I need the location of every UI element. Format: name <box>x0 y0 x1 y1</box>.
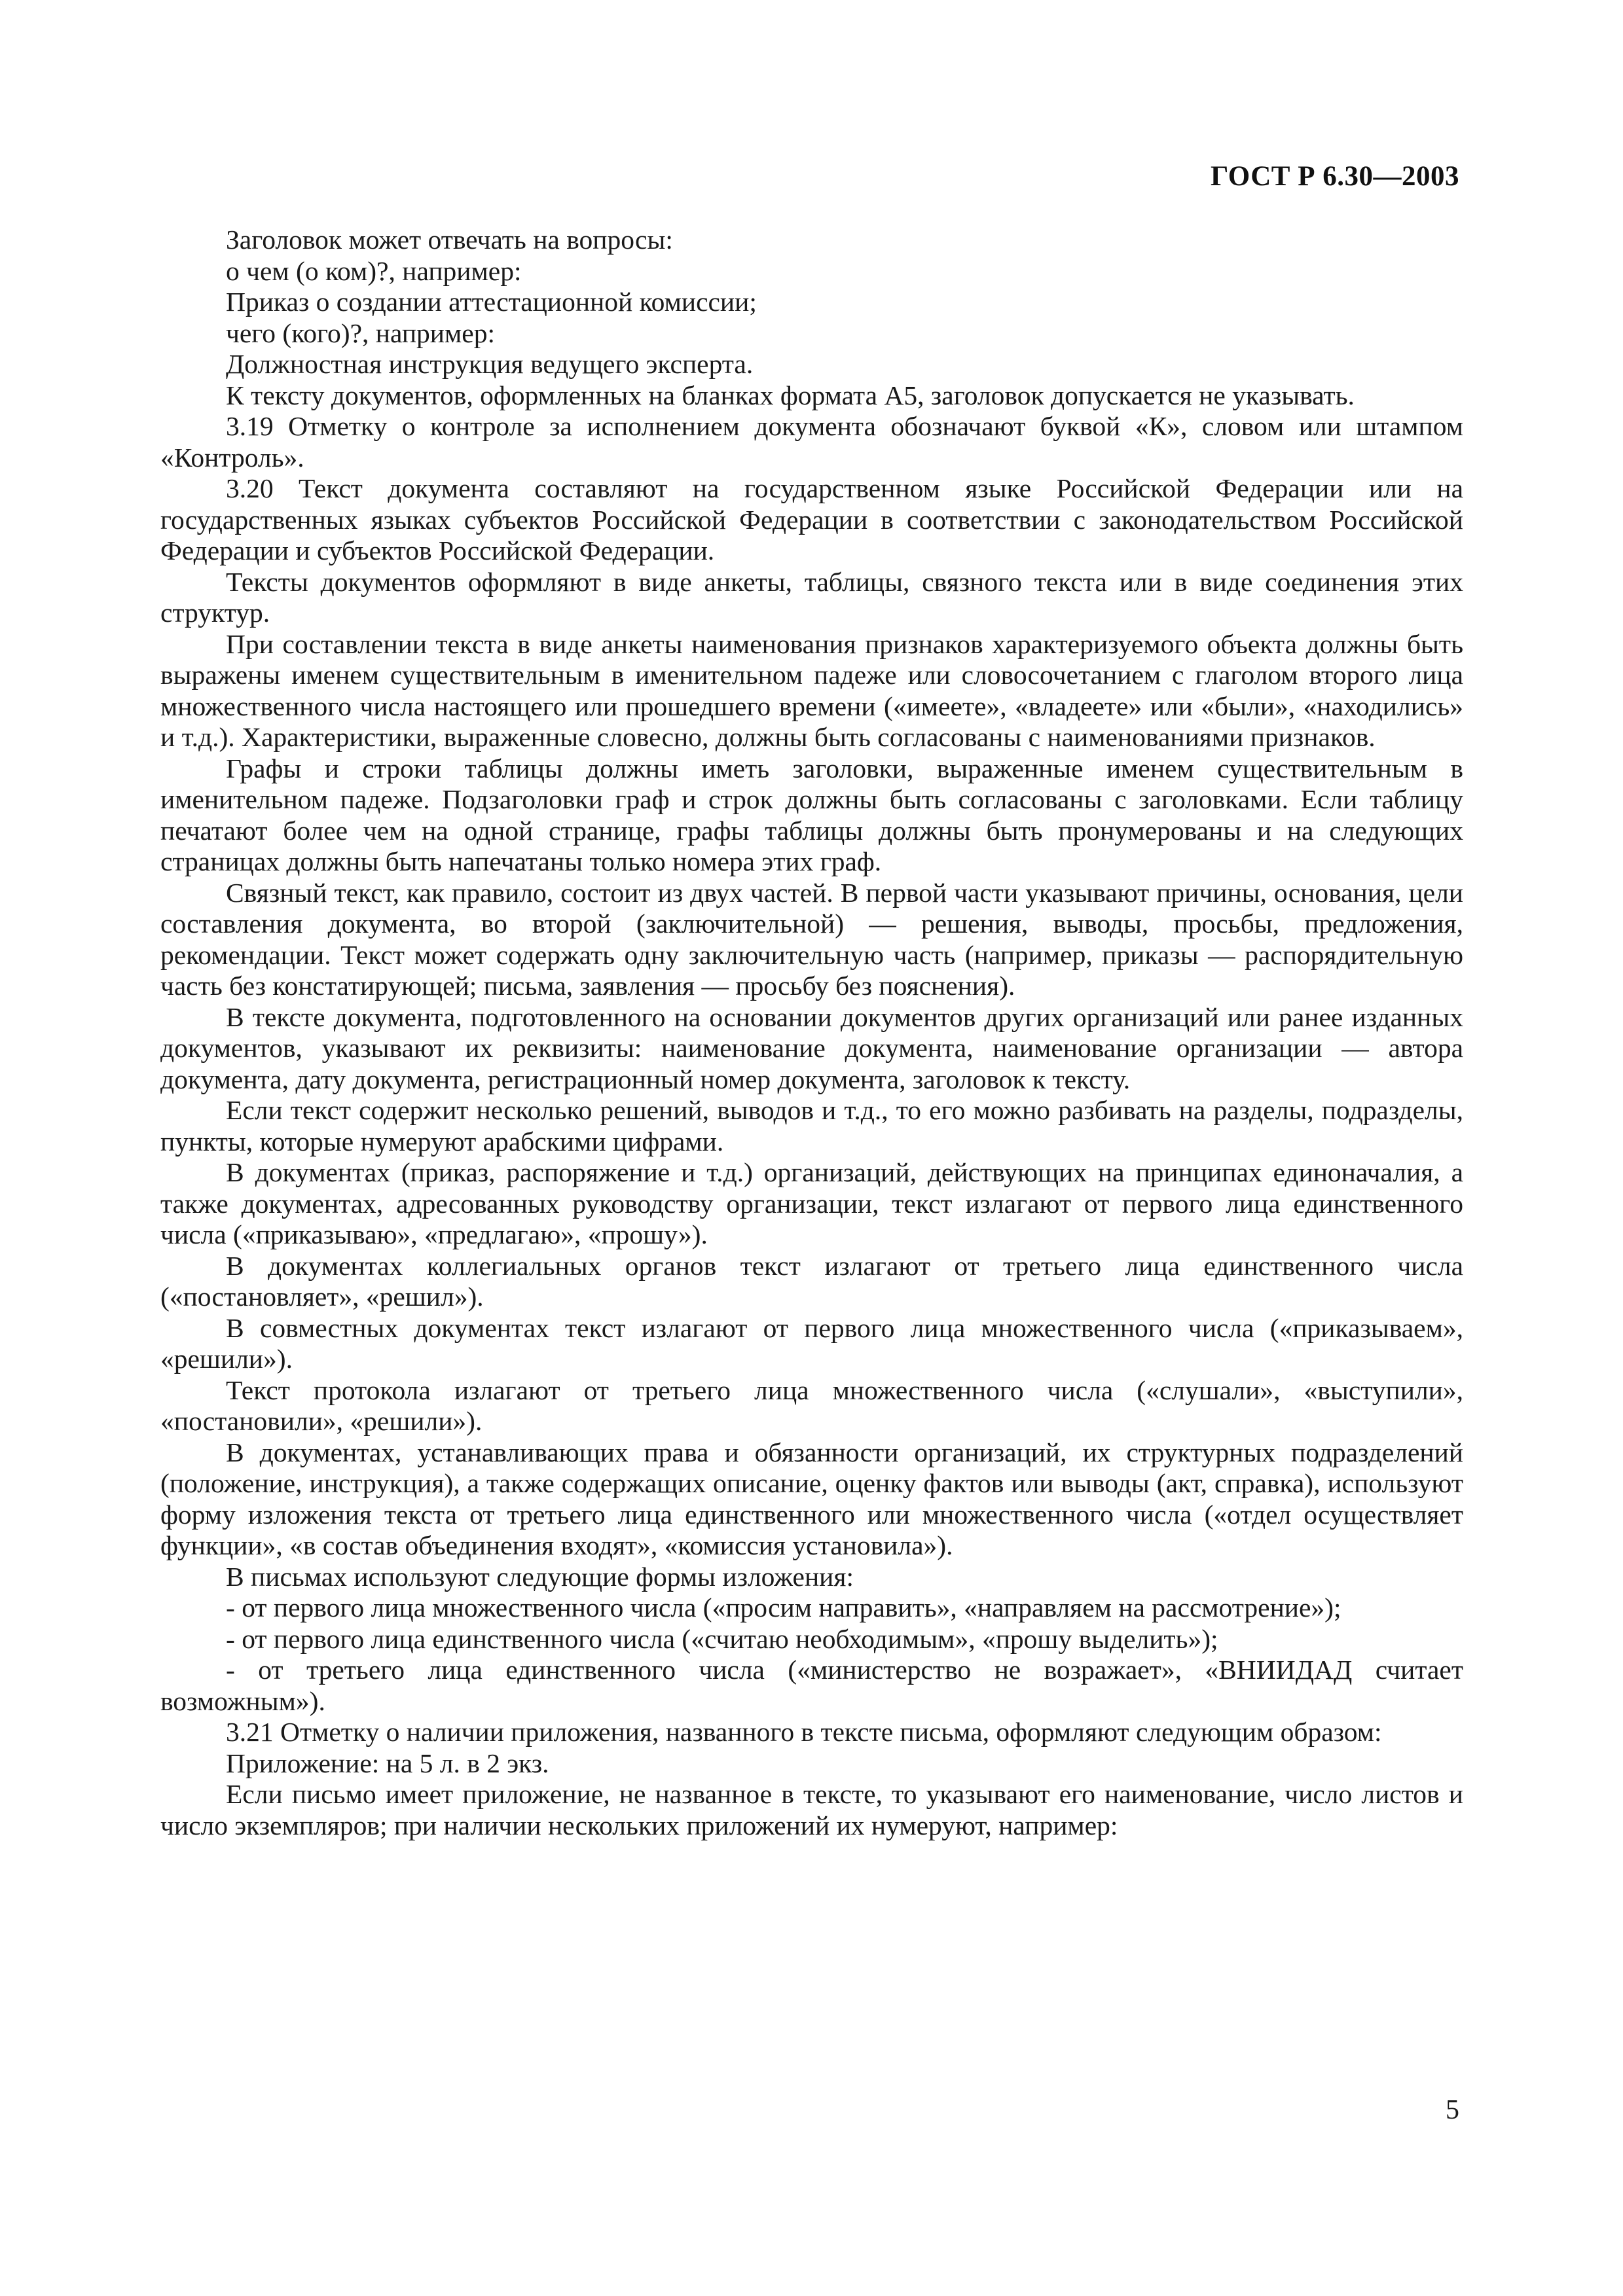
paragraph: Приказ о создании аттестационной комиссии; <box>226 287 757 317</box>
paragraph: В документах (приказ, распоряжение и т.д.) организаций, действующих на принципах единоначалия, а также документах, адресованных руководству организации, текст излагают от первого лица единственного числа («приказываю», «предлагаю», «прошу»). <box>160 1157 1463 1249</box>
document-body <box>160 224 1463 1841</box>
paragraph: Должностная инструкция ведущего эксперта. <box>226 349 754 379</box>
paragraph: В документах коллегиальных органов текст излагают от третьего лица единственного числа («постановляет», «решил»). <box>160 1250 1463 1312</box>
paragraph: - от третьего лица единственного числа («министерство не возражает», «ВНИИДАД считает возможным»). <box>160 1655 1463 1716</box>
paragraph: о чем (о ком)?, например: <box>226 255 522 286</box>
paragraph: 3.21 Отметку о наличии приложения, названного в тексте письма, оформляют следующим образом: <box>226 1717 1382 1747</box>
paragraph: В тексте документа, подготовленного на основании документов других организаций или ранее изданных документов, указывают их реквизиты: наименование документа, наименование организации — автора документа, дату документа, регистрационный номер документа, заголовок к тексту. <box>160 1001 1463 1094</box>
paragraph: - от первого лица множественного числа («просим направить», «направляем на рассмотрение»); <box>226 1592 1341 1623</box>
paragraph: Графы и строки таблицы должны иметь заголовки, выраженные именем существительным в именительном падеже. Подзаголовки граф и строк должны быть согласованы с заголовками. Если таблицу печатают более чем на одной странице, графы таблицы должны быть пронумерованы и на следующих страницах должны быть напечатаны только номера этих граф. <box>160 753 1463 876</box>
paragraph: Если текст содержит несколько решений, выводов и т.д., то его можно разбивать на разделы, подразделы, пункты, которые нумеруют арабскими цифрами. <box>160 1095 1463 1157</box>
document-header: ГОСТ Р 6.30—2003 <box>1210 161 1459 192</box>
paragraph: Связный текст, как правило, состоит из двух частей. В первой части указывают причины, основания, цели составления документа, во второй (заключительной) — решения, выводы, просьбы, предложения, рекомендации. Текст может содержать одну заключительную часть (например, приказы — распорядительную часть без констатирующей; письма, заявления — просьбу без пояснения). <box>160 877 1463 1001</box>
paragraph: Текст протокола излагают от третьего лица множественного числа («слушали», «выступили», «постановили», «решили»). <box>160 1374 1463 1436</box>
paragraph: Приложение: на 5 л. в 2 экз. <box>226 1748 549 1778</box>
page-number: 5 <box>1446 2095 1459 2125</box>
paragraph: В совместных документах текст излагают от первого лица множественного числа («приказываем», «решили»). <box>160 1312 1463 1374</box>
paragraph: 3.19 Отметку о контроле за исполнением документа обозначают буквой «К», словом или штампом «Контроль». <box>160 411 1463 473</box>
paragraph: 3.20 Текст документа составляют на государственном языке Российской Федерации или на государственных языках субъектов Российской Федерации в соответствии с законодательством Российской Федерации и субъектов Российской Федерации. <box>160 473 1463 565</box>
paragraph: В документах, устанавливающих права и обязанности организаций, их структурных подразделений (положение, инструкция), а также содержащих описание, оценку фактов или выводы (акт, справка), используют форму изложения текста от третьего лица единственного или множественного числа («отдел осуществляет функции», «в состав объединения входят», «комиссия установила»). <box>160 1437 1463 1560</box>
paragraph: Тексты документов оформляют в виде анкеты, таблицы, связного текста или в виде соединения этих структур. <box>160 566 1463 628</box>
paragraph: - от первого лица единственного числа («считаю необходимым», «прошу выделить»); <box>226 1623 1218 1654</box>
paragraph: К тексту документов, оформленных на бланках формата А5, заголовок допускается не указывать. <box>226 380 1355 410</box>
paragraph: В письмах используют следующие формы изложения: <box>226 1561 854 1592</box>
paragraph: Если письмо имеет приложение, не названное в тексте, то указывают его наименование, число листов и число экземпляров; при наличии нескольких приложений их нумеруют, например: <box>160 1779 1463 1840</box>
paragraph: чего (кого)?, например: <box>226 317 495 348</box>
paragraph: При составлении текста в виде анкеты наименования признаков характеризуемого объекта должны быть выражены именем существительным в именительном падеже или словосочетанием с глаголом второго лица множественного числа настоящего или прошедшего времени («имеете», «владеете» или «были», «находились» и т.д.). Характеристики, выраженные словесно, должны быть согласованы с наименованиями признаков. <box>160 628 1463 752</box>
paragraph: Заголовок может отвечать на вопросы: <box>226 224 673 255</box>
